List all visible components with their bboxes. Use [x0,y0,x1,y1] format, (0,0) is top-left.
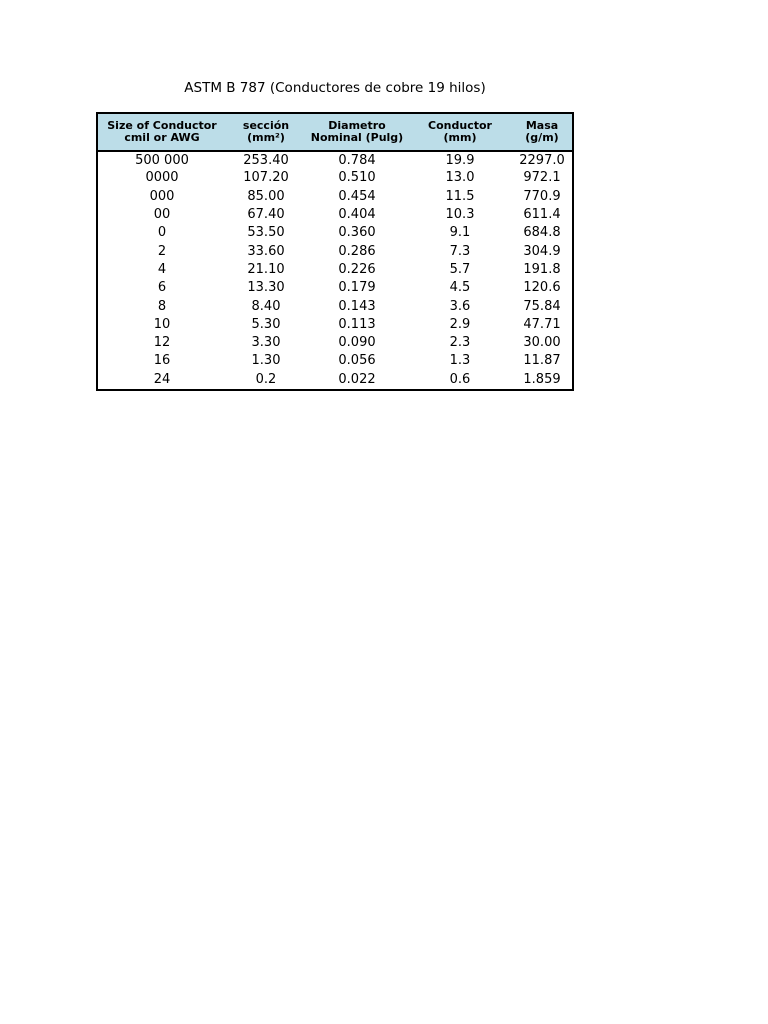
cell-size: 0 [157,225,167,241]
table-row [98,188,572,206]
table-row [98,334,572,352]
cell-section: 8.40 [251,298,281,314]
cell-mass: 770.9 [523,188,561,204]
cell-diameter: 0.090 [338,335,376,351]
column-header-section [226,114,306,151]
column-header-line: Conductor [428,119,492,132]
cell-diameter: 0.022 [338,371,376,387]
cell-section: 33.60 [247,243,285,259]
cell-diameter: 0.454 [338,188,376,204]
cell-mass: 47.71 [523,316,561,332]
column-header-line: (mm) [443,131,477,144]
table-row [98,352,572,370]
cell-section: 107.20 [243,170,289,186]
cell-mass: 611.4 [523,207,561,223]
cell-section: 67.40 [247,207,285,223]
cell-diameter: 0.360 [338,225,376,241]
cell-size: 4 [157,261,167,277]
table-body [98,151,572,389]
cell-conductor: 0.6 [449,371,471,387]
cell-conductor: 4.5 [449,280,471,296]
table-row [98,371,572,389]
column-header-line: sección [242,119,290,132]
cell-size: 8 [157,298,167,314]
column-header-line: (g/m) [525,131,559,144]
cell-size: 16 [153,353,171,369]
cell-diameter: 0.286 [338,243,376,259]
table-row [98,224,572,242]
table-row [98,151,572,169]
cell-section: 253.40 [243,153,289,169]
cell-section: 13.30 [247,280,285,296]
column-header-line: Diametro [328,119,386,132]
column-header-line: cmil or AWG [124,131,200,144]
cell-conductor: 13.0 [445,170,475,186]
cell-section: 0.2 [255,371,277,387]
document-title: ASTM B 787 (Conductores de cobre 19 hilos) [184,80,486,96]
cell-size: 000 [149,188,175,204]
cell-conductor: 3.6 [449,298,471,314]
column-header-diameter [306,114,408,151]
cell-mass: 11.87 [523,353,561,369]
cell-size: 12 [153,335,171,351]
column-header-line: Masa [525,119,559,132]
cell-conductor: 11.5 [445,188,475,204]
table-row [98,206,572,224]
cell-conductor: 2.3 [449,335,471,351]
cell-section: 3.30 [251,335,281,351]
cell-size: 24 [153,371,171,387]
cell-mass: 2297.0 [519,153,565,169]
cell-section: 53.50 [247,225,285,241]
cell-mass: 304.9 [523,243,561,259]
cell-conductor: 10.3 [445,207,475,223]
cell-mass: 972.1 [523,170,561,186]
conductor-data-table [98,114,572,389]
cell-diameter: 0.143 [338,298,376,314]
cell-conductor: 5.7 [449,261,471,277]
cell-diameter: 0.784 [338,153,376,169]
cell-size: 6 [157,280,167,296]
cell-diameter: 0.113 [338,316,376,332]
cell-size: 500 000 [135,153,189,169]
cell-conductor: 7.3 [449,243,471,259]
cell-diameter: 0.056 [338,353,376,369]
cell-conductor: 1.3 [449,353,471,369]
header-row [98,114,572,151]
column-header-line: Size of Conductor [107,119,217,132]
column-header-line: (mm²) [247,131,285,144]
cell-diameter: 0.404 [338,207,376,223]
table-row [98,279,572,297]
table-row [98,316,572,334]
cell-diameter: 0.510 [338,170,376,186]
column-header-size [98,114,226,151]
column-header-line: Nominal (Pulg) [310,131,404,144]
cell-mass: 191.8 [523,261,561,277]
cell-section: 85.00 [247,188,285,204]
cell-diameter: 0.179 [338,280,376,296]
conductor-table [96,112,574,391]
table-header [98,114,572,151]
cell-size: 2 [157,243,167,259]
cell-mass: 684.8 [523,225,561,241]
cell-mass: 75.84 [523,298,561,314]
column-header-mass [512,114,572,151]
cell-size: 00 [153,207,171,223]
column-header-conductor [408,114,512,151]
table-row [98,169,572,187]
cell-mass: 1.859 [523,371,561,387]
cell-conductor: 9.1 [449,225,471,241]
cell-mass: 120.6 [523,280,561,296]
table-row [98,297,572,315]
table-row [98,242,572,260]
cell-conductor: 2.9 [449,316,471,332]
cell-size: 10 [153,316,171,332]
cell-diameter: 0.226 [338,261,376,277]
cell-section: 1.30 [251,353,281,369]
cell-size: 0000 [145,170,179,186]
cell-section: 21.10 [247,261,285,277]
cell-mass: 30.00 [523,335,561,351]
cell-section: 5.30 [251,316,281,332]
cell-conductor: 19.9 [445,153,475,169]
table-row [98,261,572,279]
